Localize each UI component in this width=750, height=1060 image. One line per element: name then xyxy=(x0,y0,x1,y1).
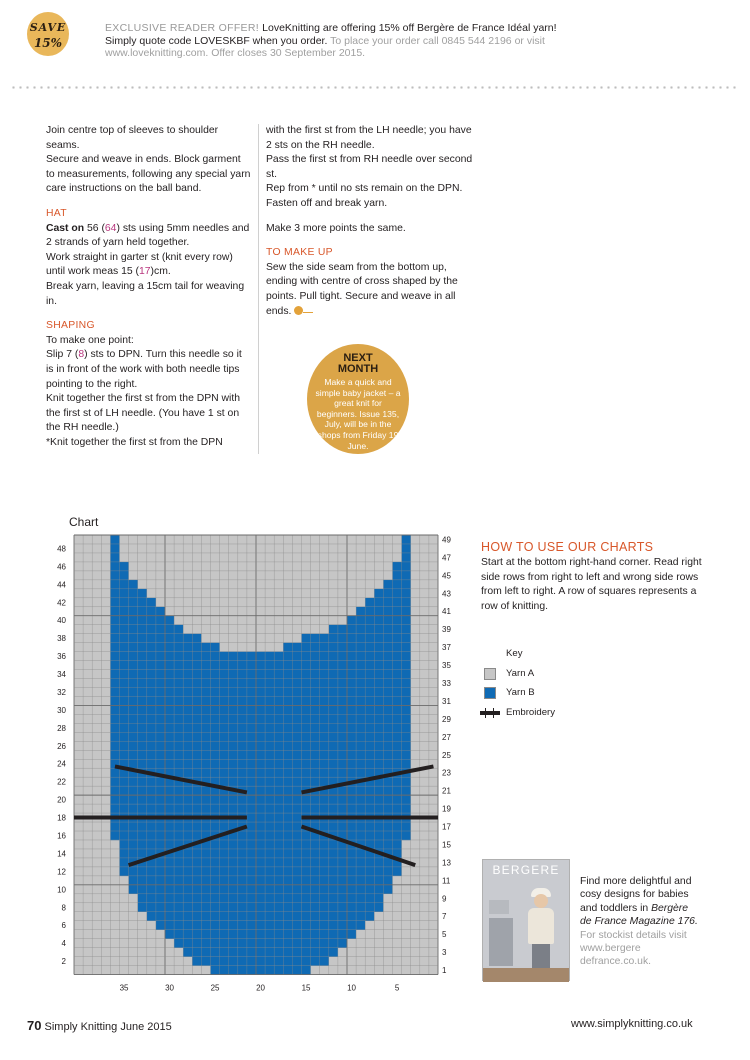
paragraph: *Knit together the first st from the DPN xyxy=(46,436,223,448)
yarn-b-cells xyxy=(110,679,410,688)
column-label: 5 xyxy=(394,983,400,993)
stockist-text: For stockist details visit www.bergere defrance.co.uk. xyxy=(580,929,687,968)
end-of-pattern-line xyxy=(303,312,313,313)
row-label-right: 27 xyxy=(442,732,451,742)
cover-brand: BERGERE xyxy=(492,863,560,877)
yarn-b-cells xyxy=(110,831,410,840)
yarn-b-cells xyxy=(138,894,384,903)
yarn-b-cells xyxy=(147,912,374,921)
row-label-left: 24 xyxy=(57,759,66,769)
row-label-right: 15 xyxy=(442,840,451,850)
yarn-b-cells xyxy=(120,858,402,867)
yarn-b-cells xyxy=(110,795,410,804)
yarn-a-label: Yarn A xyxy=(506,668,535,679)
next-month-title-1: NEXT xyxy=(343,352,373,364)
embroidery-label: Embroidery xyxy=(506,707,556,718)
yarn-b-cells xyxy=(110,705,410,714)
yarn-b-cells xyxy=(110,616,174,625)
yarn-b-cells xyxy=(110,759,410,768)
size-value: 17 xyxy=(138,266,151,278)
row-label-right: 11 xyxy=(442,876,451,886)
paragraph: Make 3 more points the same. xyxy=(266,222,406,234)
row-label-left: 38 xyxy=(57,634,66,644)
row-label-right: 47 xyxy=(442,553,451,563)
save-badge xyxy=(27,12,69,56)
paragraph xyxy=(46,222,251,251)
yarn-b-cells xyxy=(110,804,410,813)
column-label: 15 xyxy=(301,983,311,993)
column-label: 20 xyxy=(256,983,266,993)
row-label-right: 9 xyxy=(442,894,447,904)
row-label-left: 26 xyxy=(57,741,66,751)
row-label-left: 22 xyxy=(57,777,66,787)
yarn-b-cells xyxy=(329,625,411,634)
paragraph xyxy=(266,261,476,319)
offer-contact: To place your order call 0845 544 2196 or visit xyxy=(330,34,545,47)
yarn-b-cells xyxy=(402,535,411,544)
yarn-b-cells xyxy=(110,661,410,670)
row-label-right: 35 xyxy=(442,661,451,671)
text-run: )cm. xyxy=(150,266,171,278)
chart-key xyxy=(484,648,644,718)
yarn-b-cells xyxy=(110,598,155,607)
pattern-column-2 xyxy=(266,124,476,319)
promo-text: Find more delightful and cosy designs for babies and toddlers in xyxy=(580,876,692,914)
yarn-b-label: Yarn B xyxy=(506,687,535,698)
yarn-b-cells xyxy=(120,867,402,876)
row-label-right: 25 xyxy=(442,750,451,760)
magazine-promo-text xyxy=(580,875,700,969)
yarn-b-cells xyxy=(347,616,411,625)
column-label: 35 xyxy=(119,983,129,993)
yarn-b-cells xyxy=(402,544,411,553)
paragraph: Join centre top of sleeves to shoulder seams. xyxy=(46,125,219,151)
yarn-b-cells xyxy=(129,885,393,894)
text-run: Slip 7 ( xyxy=(46,349,79,361)
text-run: ) sts to DPN. Turn this needle so it is in front of the work with both needle tips pointing to the right. xyxy=(46,349,242,390)
row-label-left: 36 xyxy=(57,652,66,662)
row-label-right: 43 xyxy=(442,589,451,599)
yarn-b-cells xyxy=(383,580,410,589)
chart-title: Chart xyxy=(69,515,99,529)
offer-code: Simply quote code LOVESKBF when you order. xyxy=(105,34,331,47)
row-label-right: 13 xyxy=(442,858,451,868)
row-label-right: 7 xyxy=(442,912,447,922)
hat-heading: HAT xyxy=(46,207,67,219)
howto-text: Start at the bottom right-hand corner. Read right side rows from right to left and wrong side rows from left to right. A row of squares represents a row of knitting. xyxy=(481,557,702,612)
row-label-left: 30 xyxy=(57,705,66,715)
row-label-left: 4 xyxy=(61,939,66,949)
row-label-left: 48 xyxy=(57,544,66,554)
pattern-column-1 xyxy=(46,124,251,450)
yarn-b-cells xyxy=(110,580,137,589)
paragraph: To make one point: xyxy=(46,334,134,346)
column-label: 10 xyxy=(347,983,357,993)
reader-offer xyxy=(105,22,665,60)
yarn-b-cells xyxy=(156,921,365,930)
next-month-badge xyxy=(307,344,409,454)
row-label-left: 20 xyxy=(57,795,66,805)
yarn-b-cells xyxy=(402,553,411,562)
yarn-b-cells xyxy=(138,903,384,912)
footer-folio xyxy=(27,1018,172,1033)
yarn-b-cells xyxy=(110,535,119,544)
column-label: 25 xyxy=(210,983,220,993)
yarn-b-cells xyxy=(129,876,393,885)
yarn-b-cells xyxy=(110,732,410,741)
row-label-left: 14 xyxy=(57,849,66,859)
row-label-left: 34 xyxy=(57,670,66,680)
yarn-a-swatch xyxy=(484,668,496,680)
yarn-b-cells xyxy=(110,786,410,795)
row-label-left: 46 xyxy=(57,562,66,572)
badge-percent: 15% xyxy=(33,36,63,50)
yarn-b-cells xyxy=(110,723,410,732)
row-label-right: 33 xyxy=(442,679,451,689)
row-label-right: 19 xyxy=(442,804,451,814)
paragraph: Break yarn, leaving a 15cm tail for weaving in. xyxy=(46,280,245,307)
row-label-right: 39 xyxy=(442,625,451,635)
paragraph: Knit together the first st from the DPN with the first st of LH needle. (You have 1 st on the RH needle.) xyxy=(46,393,241,434)
paragraph xyxy=(46,251,251,280)
page-number: 70 xyxy=(27,1018,42,1033)
yarn-b-cells xyxy=(110,696,410,705)
yarn-b-cells xyxy=(174,939,347,948)
row-label-left: 8 xyxy=(61,903,66,913)
size-value: 64 xyxy=(104,222,117,234)
row-label-left: 10 xyxy=(57,885,66,895)
paragraph: Secure and weave in ends. Block garment to measurements, following any special yarn care instructions on the ball band. xyxy=(46,154,251,195)
row-label-right: 23 xyxy=(442,768,451,778)
text-run: Work straight in garter st (knit every row) until work meas 15 ( xyxy=(46,251,233,278)
yarn-b-cells xyxy=(110,750,410,759)
row-label-right: 49 xyxy=(442,535,451,545)
magazine-title: Bergère de France Magazine 176. xyxy=(580,902,698,928)
makeup-heading: TO MAKE UP xyxy=(266,247,333,259)
row-label-left: 12 xyxy=(57,867,66,877)
footer-magazine: Simply Knitting June 2015 xyxy=(41,1021,172,1033)
row-label-left: 40 xyxy=(57,616,66,626)
shaping-heading: SHAPING xyxy=(46,320,95,332)
paragraph: Pass the first st from RH needle over second st. xyxy=(266,154,473,180)
size-value: 8 xyxy=(78,349,85,361)
yarn-b-cells xyxy=(110,670,410,679)
offer-lead: EXCLUSIVE READER OFFER! xyxy=(105,22,263,34)
row-label-right: 3 xyxy=(442,948,447,958)
text-run: Sew the side seam from the bottom up, ending with centre of cross shaped by the points. Pull tight. Secure and weave in all ends. xyxy=(266,261,458,317)
yarn-b-cells xyxy=(110,544,119,553)
row-label-right: 37 xyxy=(442,643,451,653)
column-divider xyxy=(258,124,259,454)
badge-label: SAVE xyxy=(29,21,67,34)
knitting-chart xyxy=(40,533,451,998)
row-label-right: 17 xyxy=(442,822,451,832)
row-label-left: 6 xyxy=(61,921,66,931)
paragraph xyxy=(46,348,251,392)
howto-heading: HOW TO USE OUR CHARTS xyxy=(481,540,654,554)
how-to-use-charts xyxy=(481,540,711,614)
row-label-right: 41 xyxy=(442,607,451,617)
dotted-divider xyxy=(10,86,740,89)
offer-headline: LoveKnitting are offering 15% off Bergère de France Idéal yarn! xyxy=(262,22,557,34)
next-month-text: Make a quick and simple baby jacket – a great knit for beginners. Issue 135, July, will be in the shops from Friday 19 June. xyxy=(315,377,401,451)
end-of-pattern-icon xyxy=(294,306,303,315)
yarn-b-cells xyxy=(110,652,410,661)
text-run: ) sts using 5mm needles and 2 strands of yarn held together. xyxy=(46,222,250,249)
yarn-b-swatch xyxy=(484,687,496,699)
row-label-left: 16 xyxy=(57,831,66,841)
row-label-left: 2 xyxy=(61,957,66,967)
yarn-b-cells xyxy=(110,553,119,562)
yarn-b-cells xyxy=(192,957,328,966)
yarn-b-cells xyxy=(165,930,356,939)
row-label-right: 29 xyxy=(442,714,451,724)
yarn-b-cells xyxy=(110,822,410,831)
row-label-right: 31 xyxy=(442,696,451,706)
row-label-left: 32 xyxy=(57,687,66,697)
row-label-right: 1 xyxy=(442,966,447,976)
embroidery-line-icon xyxy=(480,711,500,715)
text-run: 56 ( xyxy=(87,222,105,234)
row-label-left: 18 xyxy=(57,813,66,823)
row-label-left: 44 xyxy=(57,580,66,590)
magazine-cover-image xyxy=(482,859,570,981)
row-label-right: 21 xyxy=(442,786,451,796)
bold-term: Cast on xyxy=(46,222,85,234)
footer-url: www.simplyknitting.co.uk xyxy=(571,1018,693,1030)
column-label: 30 xyxy=(165,983,175,993)
row-label-left: 28 xyxy=(57,723,66,733)
yarn-b-cells xyxy=(110,687,410,696)
next-month-title-2: MONTH xyxy=(337,363,379,375)
offer-website: www.loveknitting.com. Offer closes 30 September 2015. xyxy=(105,47,366,59)
yarn-b-cells xyxy=(110,741,410,750)
key-title: Key xyxy=(506,648,523,659)
paragraph: with the first st from the LH needle; you have 2 sts on the RH needle. xyxy=(266,125,472,151)
yarn-b-cells xyxy=(110,714,410,723)
row-label-left: 42 xyxy=(57,598,66,608)
yarn-b-cells xyxy=(365,598,411,607)
row-label-right: 45 xyxy=(442,571,451,581)
yarn-b-cells xyxy=(183,948,338,957)
row-label-right: 5 xyxy=(442,930,447,940)
paragraph: Rep from * until no sts remain on the DPN. Fasten off and break yarn. xyxy=(266,183,463,209)
yarn-b-cells xyxy=(211,966,311,975)
